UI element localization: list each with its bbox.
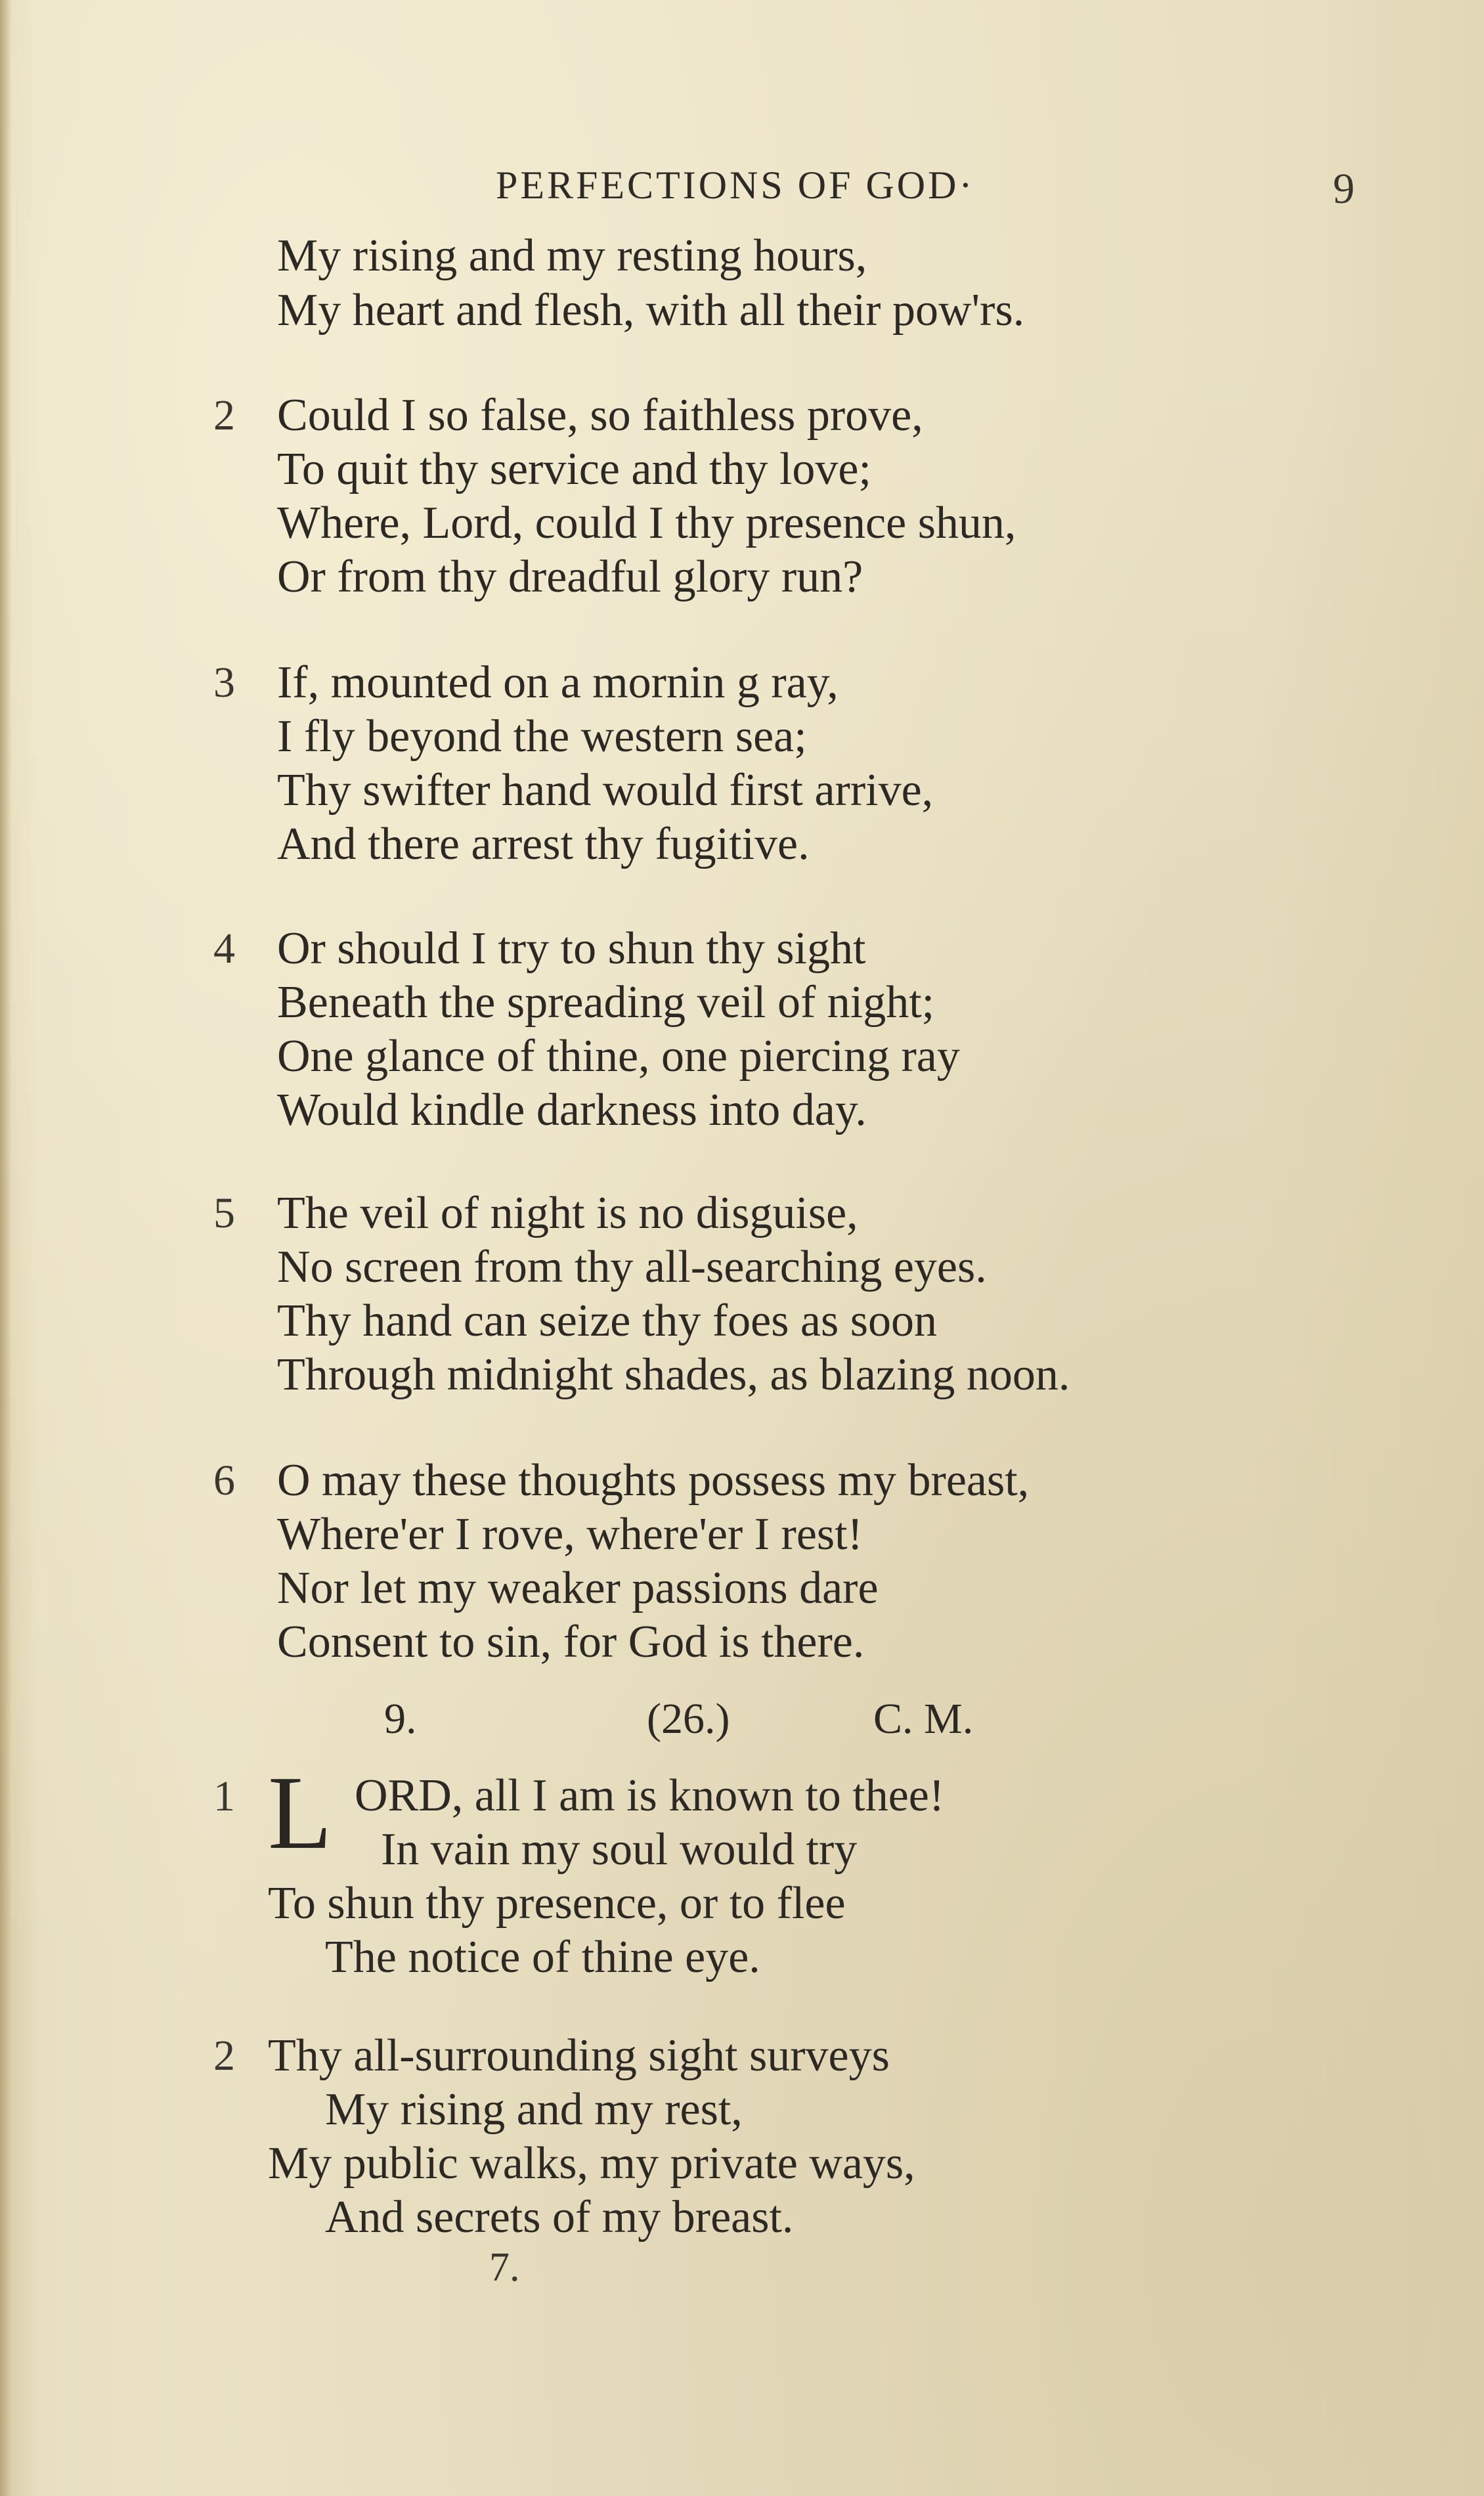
verse-line: Where'er I rove, where'er I rest! <box>277 1509 863 1560</box>
verse-line: Through midnight shades, as blazing noon. <box>277 1349 1070 1400</box>
tune-reference: (26.) <box>647 1695 730 1743</box>
page-gutter-shadow <box>0 0 12 2496</box>
verse-line: Beneath the spreading veil of night; <box>277 977 935 1028</box>
running-head: PERFECTIONS OF GOD· <box>496 164 975 207</box>
verse-line: The veil of night is no disguise, <box>277 1188 858 1238</box>
verse-line: And there arrest thy fugitive. <box>277 819 810 869</box>
verse-line: Or should I try to shun thy sight <box>277 923 866 974</box>
verse-line: One glance of thine, one piercing ray <box>277 1031 960 1082</box>
stanza-number: 6 <box>213 1456 235 1504</box>
signature-mark: 7. <box>489 2245 520 2290</box>
verse-line: My heart and flesh, with all their pow'rs. <box>277 285 1025 336</box>
verse-line: Would kindle darkness into day. <box>277 1085 867 1135</box>
verse-line: ORD, all I am is known to thee! <box>355 1770 945 1821</box>
verse-line: Nor let my weaker passions dare <box>277 1563 879 1613</box>
verse-line: My rising and my rest, <box>325 2084 743 2135</box>
verse-line: The notice of thine eye. <box>325 1932 760 1982</box>
verse-line: My public walks, my private ways, <box>268 2138 915 2189</box>
verse-line: Thy hand can seize thy foes as soon <box>277 1296 937 1346</box>
verse-line: To quit thy service and thy love; <box>277 444 871 494</box>
stanza-number: 4 <box>213 925 235 973</box>
verse-line: O may these thoughts possess my breast, <box>277 1455 1030 1506</box>
verse-line: Could I so false, so faithless prove, <box>277 390 923 441</box>
drop-cap: L <box>268 1754 332 1871</box>
verse-line: To shun thy presence, or to flee <box>268 1878 846 1929</box>
verse-line: Consent to sin, for God is there. <box>277 1617 865 1667</box>
verse-line: And secrets of my breast. <box>325 2192 794 2243</box>
stanza-number: 2 <box>213 2032 235 2080</box>
verse-line: Where, Lord, could I thy presence shun, <box>277 498 1016 548</box>
verse-line: I fly beyond the western sea; <box>277 711 807 762</box>
stanza-number: 2 <box>213 391 235 439</box>
verse-line: Thy all-surrounding sight surveys <box>268 2030 890 2081</box>
verse-line: In vain my soul would try <box>381 1824 858 1875</box>
verse-line: Or from thy dreadful glory run? <box>277 552 863 602</box>
stanza-number: 1 <box>213 1772 235 1820</box>
stanza-number: 5 <box>213 1189 235 1237</box>
verse-line: My rising and my resting hours, <box>277 230 867 281</box>
stanza-number: 3 <box>213 659 235 707</box>
verse-line: Thy swifter hand would first arrive, <box>277 765 934 816</box>
hymn-meter: C. M. <box>873 1695 974 1743</box>
page-number: 9 <box>1333 165 1355 213</box>
verse-line: No screen from thy all-searching eyes. <box>277 1242 987 1292</box>
verse-line: If, mounted on a mornin g ray, <box>277 657 839 708</box>
hymn-number: 9. <box>384 1695 417 1743</box>
